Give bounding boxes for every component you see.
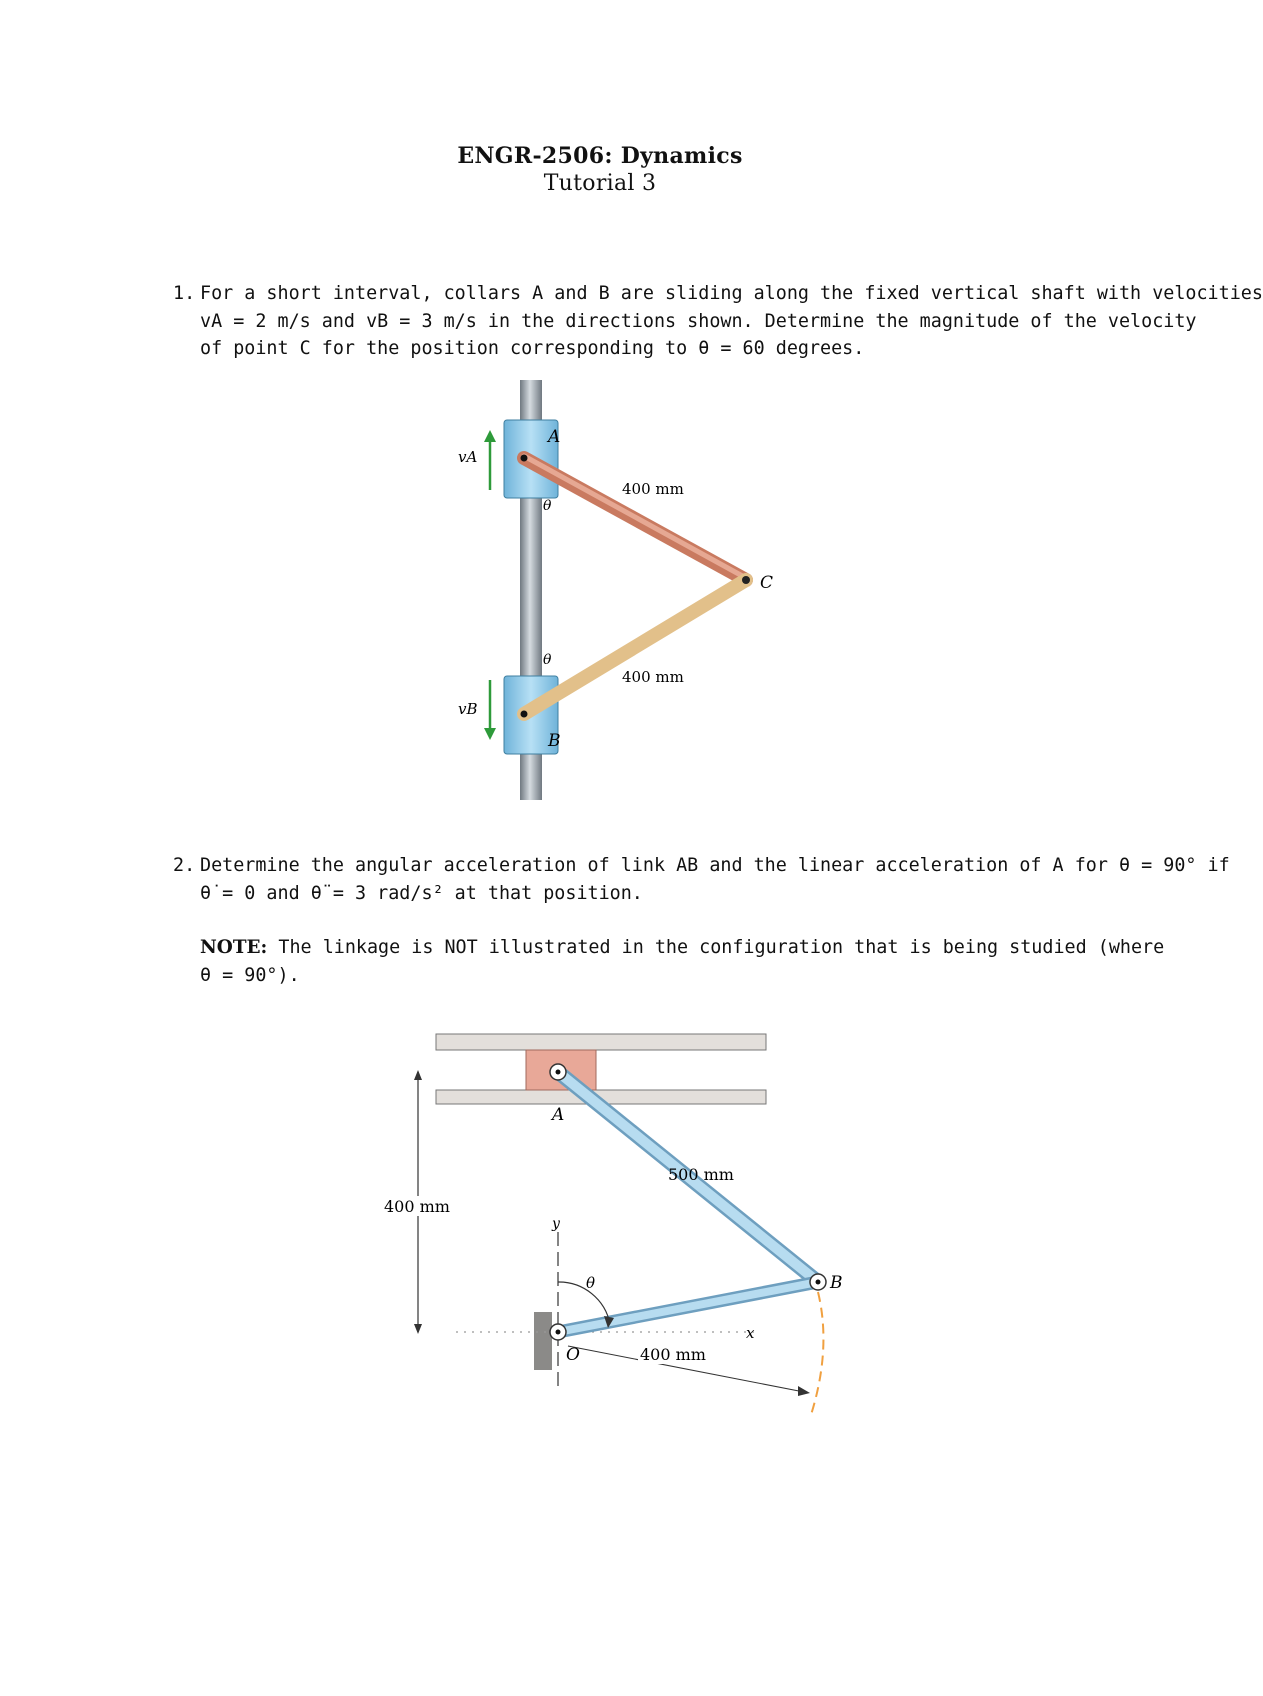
problem-1-text: [173, 280, 1263, 363]
problem-2-number: 2.: [173, 855, 196, 876]
label-vA: vA: [458, 448, 478, 466]
label-vB: vB: [458, 700, 478, 718]
problem-1-line-3: of point C for the position corresponding to θ = 60 degrees.: [200, 338, 865, 359]
pin-C: [742, 576, 750, 584]
link-OB-fill: [558, 1282, 818, 1332]
upper-rail: [436, 1034, 766, 1050]
label-y: y: [552, 1216, 560, 1232]
figure-1-collar-linkage: [440, 380, 800, 800]
arrow-vB-icon: [484, 680, 496, 740]
label-theta: θ: [586, 1274, 596, 1292]
dim-OB-arrow-icon: [798, 1386, 810, 1396]
problem-2-line-1: Determine the angular acceleration of link AB and the linear acceleration of A for θ = 90° if: [200, 855, 1230, 876]
pin-B-center: [816, 1280, 821, 1285]
label-x: x: [746, 1324, 755, 1342]
pin-A: [521, 455, 528, 462]
path-arc-B: [810, 1292, 823, 1418]
document-header: [0, 142, 1200, 198]
figure-2-slider-linkage: [370, 1020, 843, 1420]
dim-OB: 400 mm: [640, 1345, 706, 1364]
dim-AC: 400 mm: [622, 480, 684, 498]
tutorial-title: Tutorial 3: [543, 171, 657, 196]
label-A: A: [548, 427, 561, 447]
label-O: O: [566, 1345, 580, 1365]
arrow-vA-icon: [484, 430, 496, 490]
note-line-2: θ = 90°).: [200, 964, 300, 986]
problem-1-line-1: For a short interval, collars A and B are sliding along the fixed vertical shaft with velocities: [200, 283, 1263, 304]
pin-O-center: [556, 1330, 561, 1335]
label-theta-bottom: θ: [543, 652, 552, 668]
pin-A-center: [556, 1070, 561, 1075]
problem-2-note: [200, 934, 1165, 989]
note-label: NOTE:: [200, 937, 268, 958]
course-title: ENGR-2506: Dynamics: [457, 143, 743, 169]
label-C: C: [760, 573, 774, 593]
label-B: B: [830, 1273, 843, 1293]
dim-AB: 500 mm: [668, 1165, 734, 1184]
label-A: A: [552, 1105, 565, 1125]
wall-O: [534, 1312, 552, 1370]
problem-2-text: [173, 852, 1230, 907]
label-B: B: [548, 731, 561, 751]
link-BC: [524, 580, 746, 714]
problem-1-line-2: vA = 2 m/s and vB = 3 m/s in the directions shown. Determine the magnitude of the velocity: [200, 310, 1197, 332]
link-AC-highlight: [524, 456, 746, 578]
pin-B: [521, 711, 528, 718]
dim-BC: 400 mm: [622, 668, 684, 686]
label-theta-top: θ: [543, 498, 552, 514]
problem-1-number: 1.: [173, 283, 196, 304]
problem-2-line-2: θ̇ = 0 and θ̈ = 3 rad/s² at that position.: [200, 882, 643, 904]
dim-vertical: 400 mm: [384, 1197, 450, 1216]
note-line-1: The linkage is NOT illustrated in the configuration that is being studied (where: [278, 937, 1165, 958]
